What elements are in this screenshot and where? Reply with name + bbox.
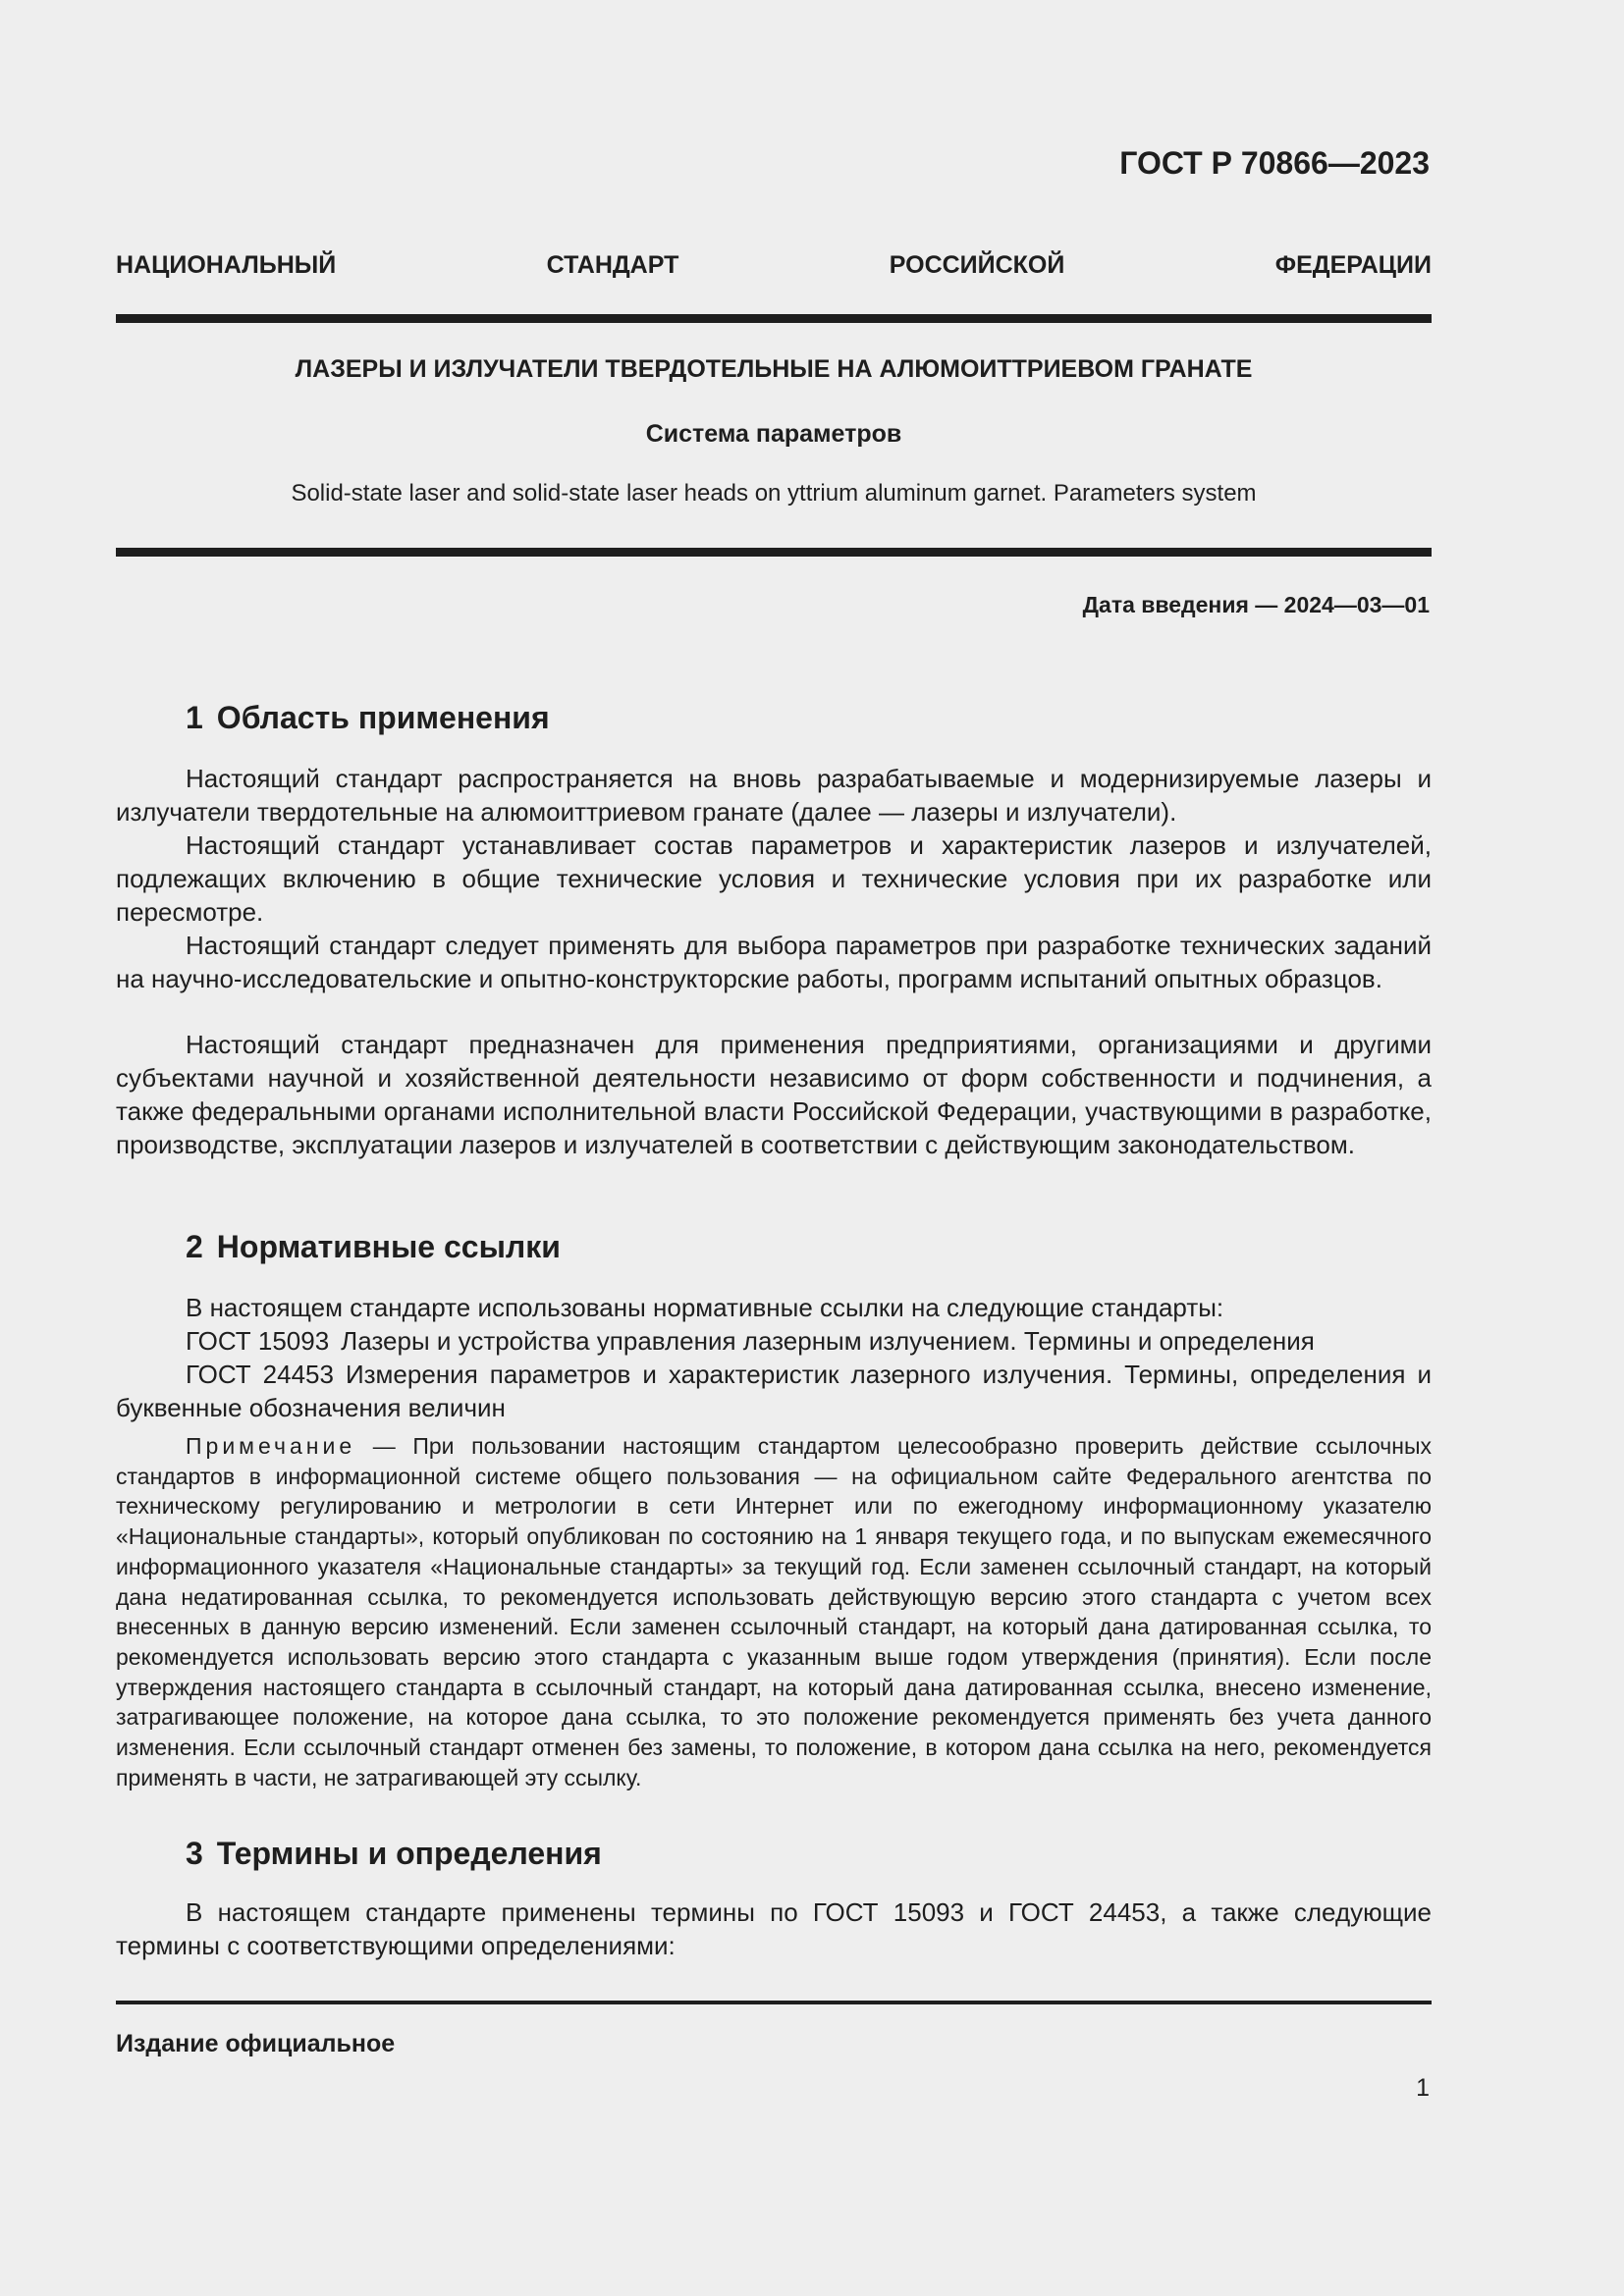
section-1-paragraph-1: Настоящий стандарт распространяется на вновь разрабатываемые и модернизируемые лазеры и излучатели твердотельные на алюмоиттриевом гранате (далее — лазеры и излучатели).	[116, 764, 1432, 827]
reference-note	[116, 1431, 1432, 1792]
edition-label: Издание официальное	[116, 2030, 396, 2057]
section-3-heading	[186, 1836, 602, 1872]
title-rule	[116, 548, 1432, 557]
section-title: Нормативные ссылки	[216, 1229, 561, 1264]
section-1-heading	[186, 700, 550, 736]
reference-title: Измерения параметров и характеристик лазерного излучения. Термины, определения и буквенные обозначения величин	[116, 1360, 1432, 1422]
section-2-heading	[186, 1229, 561, 1265]
section-1-paragraph-4: Настоящий стандарт предназначен для применения предприятиями, организациями и другими субъектами научной и хозяйственной деятельности независимо от форм собственности и подчинения, а также федеральными органами исполнительной власти Российской Федерации, участвующими в разработке, производстве, эксплуатации лазеров и излучателей в соответствии с действующим законодательством.	[116, 1030, 1432, 1159]
national-standard-title: НАЦИОНАЛЬНЫЙ СТАНДАРТ РОССИЙСКОЙ ФЕДЕРАЦИИ	[116, 251, 1432, 279]
note-label: Примечание	[186, 1433, 356, 1459]
reference-code: ГОСТ 15093	[186, 1326, 330, 1356]
doc-subtitle: Система параметров	[645, 420, 902, 448]
reference-title: Лазеры и устройства управления лазерным излучением. Термины и определения	[341, 1326, 1315, 1356]
doc-english-title: Solid-state laser and solid-state laser heads on yttrium aluminum garnet. Parameters system	[291, 480, 1257, 507]
introduction-date: Дата введения — 2024—03—01	[1082, 592, 1430, 617]
section-title: Область применения	[216, 700, 550, 735]
reference-item	[116, 1358, 1432, 1424]
footer-rule	[116, 2001, 1432, 2004]
note-text: — При пользовании настоящим стандартом целесообразно проверить действие ссылочных стандартов в информационной системе общего пользования — на официальном сайте Федерального агентства по техническому регулированию и метрологии в сети Интернет или по ежегодному информационному указателю «Национальные стандарты», который опубликован по состоянию на 1 января текущего года, и по выпускам ежемесячного информационного указателя «Национальные стандарты» за текущий год. Если заменен ссылочный стандарт, на который дана недатированная ссылка, то рекомендуется использовать действующую версию этого стандарта с учетом всех внесенных в данную версию изменений. Если заменен ссылочный стандарт, на который дана датированная ссылка, то рекомендуется использовать версию этого стандарта с указанным выше годом утверждения (принятия). Если после утверждения настоящего стандарта в ссылочный стандарт, на который дана датированная ссылка, внесено изменение, затрагивающее положение, на которое дана ссылка, то это положение рекомендуется применять без учета данного изменения. Если ссылочный стандарт отменен без замены, то положение, в котором дана ссылка на него, рекомендуется применять в части, не затрагивающей эту ссылку.	[116, 1433, 1432, 1790]
section-number: 1	[186, 700, 203, 735]
reference-item	[186, 1324, 1315, 1358]
doc-title: ЛАЗЕРЫ И ИЗЛУЧАТЕЛИ ТВЕРДОТЕЛЬНЫЕ НА АЛЮМОИТТРИЕВОМ ГРАНАТЕ	[295, 355, 1253, 383]
doc-number: ГОСТ Р 70866—2023	[1119, 145, 1430, 181]
reference-code: ГОСТ 24453	[186, 1360, 334, 1389]
section-1-paragraph-3: Настоящий стандарт следует применять для выбора параметров при разработке технических заданий на научно-исследовательские и опытно-конструкторские работы, программ испытаний опытных образцов.	[116, 931, 1432, 993]
page-number: 1	[1416, 2074, 1430, 2102]
section-title: Термины и определения	[216, 1836, 602, 1871]
section-3-paragraph: В настоящем стандарте применены термины по ГОСТ 15093 и ГОСТ 24453, а также следующие термины с соответствующими определениями:	[116, 1897, 1432, 1960]
header-rule	[116, 314, 1432, 323]
section-1-paragraph-2: Настоящий стандарт устанавливает состав параметров и характеристик лазеров и излучателей, подлежащих включению в общие технические условия и технические условия при их разработке или пересмотре.	[116, 830, 1432, 927]
section-number: 3	[186, 1836, 203, 1871]
section-number: 2	[186, 1229, 203, 1264]
section-2-intro: В настоящем стандарте использованы нормативные ссылки на следующие стандарты:	[186, 1293, 1224, 1322]
